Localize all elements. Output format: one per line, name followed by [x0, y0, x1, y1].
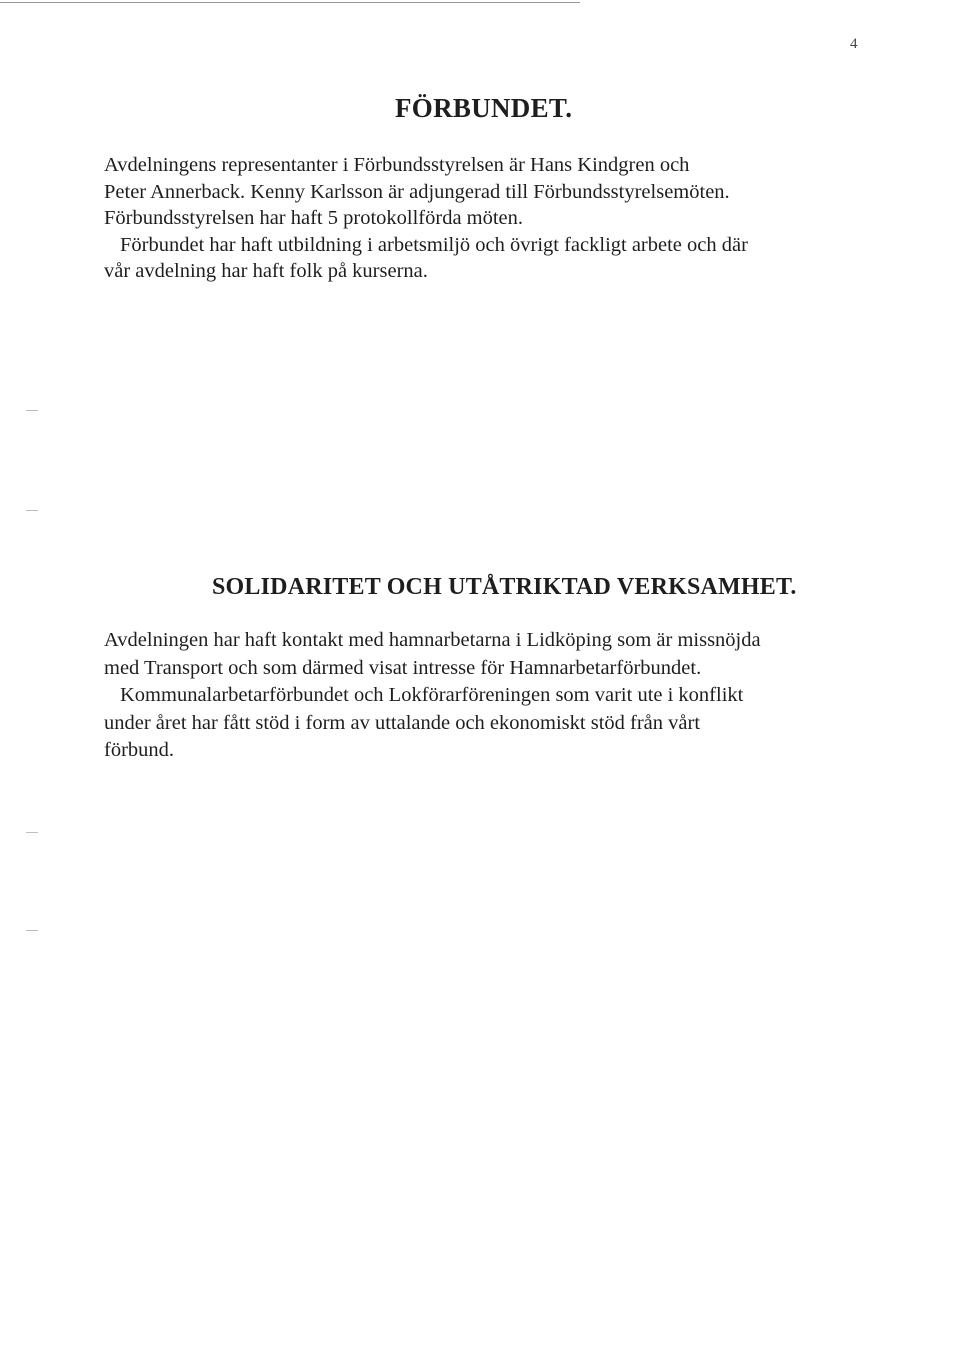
- text-line: Kommunalarbetarförbundet och Lokförarföreningen som varit ute i konflikt: [120, 684, 744, 706]
- text-line: Förbundsstyrelsen har haft 5 protokollförda möten.: [104, 207, 524, 229]
- text-line: med Transport och som därmed visat intresse för Hamnarbetarförbundet.: [104, 656, 702, 679]
- text-line: Avdelningen har haft kontakt med hamnarbetarna i Lidköping som är missnöjda: [104, 629, 761, 651]
- text-line: under året har fått stöd i form av uttalande och ekonomiskt stöd från vårt: [104, 711, 701, 734]
- margin-mark: [26, 510, 38, 511]
- text-line: Avdelningens representanter i Förbundsstyrelsen är Hans Kindgren och: [104, 154, 690, 176]
- section-body-forbundet: [104, 152, 864, 285]
- section-heading-forbundet: FÖRBUNDET.: [395, 93, 573, 123]
- margin-mark: [26, 832, 38, 833]
- margin-mark: [26, 410, 38, 411]
- text-line: Peter Annerback. Kenny Karlsson är adjungerad till Förbundsstyrelsemöten.: [104, 180, 730, 203]
- text-line: Förbundet har haft utbildning i arbetsmiljö och övrigt fackligt arbete och där: [120, 233, 748, 256]
- scan-edge-line: [0, 2, 580, 3]
- section-body-solidaritet: [104, 627, 864, 765]
- section-heading-solidaritet: SOLIDARITET OCH UTÅTRIKTAD VERKSAMHET.: [212, 574, 797, 600]
- text-line: vår avdelning har haft folk på kurserna.: [104, 260, 428, 282]
- page-number: 4: [850, 36, 858, 52]
- text-line: förbund.: [104, 739, 175, 761]
- margin-mark: [26, 930, 38, 931]
